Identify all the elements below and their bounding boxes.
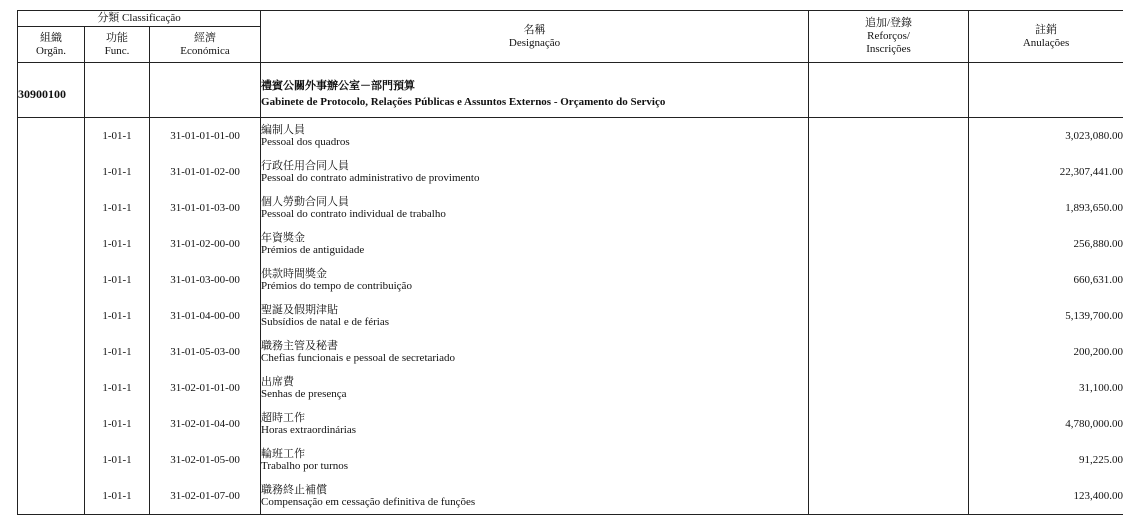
func-header-zh: 功能 (106, 31, 128, 44)
func-header-pt: Func. (104, 44, 130, 57)
func-code: 1-01-1 (85, 298, 150, 334)
item-name-zh: 年資獎金 (261, 231, 306, 244)
econ-code: 31-01-02-00-00 (150, 226, 261, 262)
item-designation (261, 442, 809, 478)
organ-anulacoes-cell (969, 71, 1123, 118)
organ-header-pt: Orgân. (35, 44, 67, 57)
econ-code: 31-02-01-04-00 (150, 406, 261, 442)
item-name-zh: 行政任用合同人員 (261, 159, 350, 172)
func-header (85, 27, 150, 63)
organ-cell (18, 118, 85, 155)
item-name-zh: 職務終止補償 (261, 483, 328, 496)
table-row (18, 154, 1123, 190)
organ-row (18, 71, 1123, 118)
anulacao-amount: 91,225.00 (969, 442, 1123, 478)
reforcos-cell (809, 298, 969, 334)
reforcos-cell (809, 442, 969, 478)
organ-cell (18, 442, 85, 478)
organ-reforcos-cell (809, 71, 969, 118)
econ-code: 31-01-04-00-00 (150, 298, 261, 334)
func-code: 1-01-1 (85, 334, 150, 370)
organ-func-cell (85, 71, 150, 118)
econ-header-pt: Económica (180, 44, 230, 57)
item-name-pt: Subsídios de natal e de férias (261, 316, 390, 328)
spacer-row (18, 63, 1123, 72)
organ-cell (18, 334, 85, 370)
organ-econ-cell (150, 71, 261, 118)
table-row (18, 298, 1123, 334)
designation-header-zh: 名稱 (523, 23, 546, 36)
organ-header-zh: 組織 (40, 31, 62, 44)
anulacao-amount: 1,893,650.00 (969, 190, 1123, 226)
anulacao-amount: 200,200.00 (969, 334, 1123, 370)
item-name-zh: 超時工作 (261, 411, 306, 424)
item-designation (261, 190, 809, 226)
organ-cell (18, 226, 85, 262)
item-name-pt: Compensação em cessação definitiva de funções (261, 496, 476, 508)
item-name-zh: 輪班工作 (261, 447, 306, 460)
econ-code: 31-02-01-07-00 (150, 478, 261, 515)
organ-cell (18, 370, 85, 406)
item-name-zh: 編制人員 (261, 123, 306, 136)
organ-cell (18, 478, 85, 515)
designation-header-pt: Designação (508, 36, 561, 49)
item-name-zh: 職務主管及秘書 (261, 339, 339, 352)
reforcos-cell (809, 370, 969, 406)
item-rows (18, 118, 1123, 515)
organ-name-zh: 禮賓公關外事辦公室－部門預算 (261, 79, 416, 92)
organ-header (18, 27, 85, 63)
item-name-pt: Senhas de presença (261, 388, 347, 400)
func-code: 1-01-1 (85, 442, 150, 478)
anulacao-amount: 22,307,441.00 (969, 154, 1123, 190)
func-code: 1-01-1 (85, 154, 150, 190)
reforcos-cell (809, 190, 969, 226)
designation-header (261, 11, 809, 63)
organ-cell (18, 298, 85, 334)
reforcos-header (809, 11, 969, 63)
func-code: 1-01-1 (85, 262, 150, 298)
anulacao-amount: 5,139,700.00 (969, 298, 1123, 334)
item-name-pt: Pessoal dos quadros (261, 136, 350, 148)
table-row (18, 334, 1123, 370)
anulacao-amount: 3,023,080.00 (969, 118, 1123, 155)
item-name-pt: Prémios de antiguidade (261, 244, 365, 256)
item-name-zh: 聖誕及假期津貼 (261, 303, 339, 316)
func-code: 1-01-1 (85, 118, 150, 155)
organ-cell (18, 262, 85, 298)
item-name-pt: Pessoal do contrato individual de trabalho (261, 208, 446, 220)
table-row (18, 370, 1123, 406)
func-code: 1-01-1 (85, 190, 150, 226)
reforcos-cell (809, 478, 969, 515)
anulacao-amount: 660,631.00 (969, 262, 1123, 298)
table-row (18, 190, 1123, 226)
reforcos-header-pt2: Inscrições (866, 43, 911, 55)
table-row (18, 406, 1123, 442)
func-code: 1-01-1 (85, 370, 150, 406)
item-designation (261, 406, 809, 442)
func-code: 1-01-1 (85, 478, 150, 515)
item-name-pt: Chefias funcionais e pessoal de secretariado (261, 352, 455, 364)
item-name-zh: 供款時間獎金 (261, 267, 328, 280)
item-name-pt: Pessoal do contrato administrativo de provimento (261, 172, 480, 184)
organ-designation (261, 71, 809, 118)
table-row (18, 442, 1123, 478)
reforcos-header-zh: 追加/登錄 (865, 17, 913, 29)
organ-name-pt: Gabinete de Protocolo, Relações Públicas e Assuntos Externos - Orçamento do Serviço (261, 96, 666, 108)
item-designation (261, 478, 809, 515)
budget-table (17, 10, 1123, 515)
item-designation (261, 118, 809, 155)
reforcos-header-pt1: Reforços/ (867, 30, 910, 42)
item-name-zh: 個人勞動合同人員 (261, 195, 350, 208)
item-name-zh: 出席費 (261, 375, 295, 388)
reforcos-cell (809, 406, 969, 442)
item-designation (261, 370, 809, 406)
func-code: 1-01-1 (85, 406, 150, 442)
item-name-pt: Prémios do tempo de contribuição (261, 280, 412, 292)
item-name-pt: Trabalho por turnos (261, 460, 349, 472)
econ-code: 31-01-05-03-00 (150, 334, 261, 370)
item-designation (261, 226, 809, 262)
econ-code: 31-01-01-02-00 (150, 154, 261, 190)
table-row (18, 226, 1123, 262)
econ-code: 31-01-01-03-00 (150, 190, 261, 226)
econ-code: 31-02-01-05-00 (150, 442, 261, 478)
item-designation (261, 334, 809, 370)
anulacao-amount: 123,400.00 (969, 478, 1123, 515)
anulacao-amount: 31,100.00 (969, 370, 1123, 406)
table-row (18, 118, 1123, 155)
econ-code: 31-01-03-00-00 (150, 262, 261, 298)
item-designation (261, 154, 809, 190)
func-code: 1-01-1 (85, 226, 150, 262)
table-row (18, 478, 1123, 515)
reforcos-cell (809, 334, 969, 370)
table-row (18, 262, 1123, 298)
item-designation (261, 298, 809, 334)
anulacoes-header (969, 11, 1123, 63)
anulacoes-header-pt: Anulações (1022, 36, 1070, 49)
reforcos-cell (809, 118, 969, 155)
econ-code: 31-02-01-01-00 (150, 370, 261, 406)
organ-code: 30900100 (18, 71, 85, 118)
anulacoes-header-zh: 註銷 (1035, 23, 1058, 36)
econ-code: 31-01-01-01-00 (150, 118, 261, 155)
reforcos-cell (809, 154, 969, 190)
item-designation (261, 262, 809, 298)
classification-header: 分類 Classificação (18, 11, 261, 27)
organ-cell (18, 406, 85, 442)
item-name-pt: Horas extraordinárias (261, 424, 357, 436)
anulacao-amount: 256,880.00 (969, 226, 1123, 262)
econ-header (150, 27, 261, 63)
reforcos-cell (809, 226, 969, 262)
organ-cell (18, 154, 85, 190)
anulacao-amount: 4,780,000.00 (969, 406, 1123, 442)
organ-cell (18, 190, 85, 226)
reforcos-cell (809, 262, 969, 298)
econ-header-zh: 經濟 (194, 31, 217, 44)
